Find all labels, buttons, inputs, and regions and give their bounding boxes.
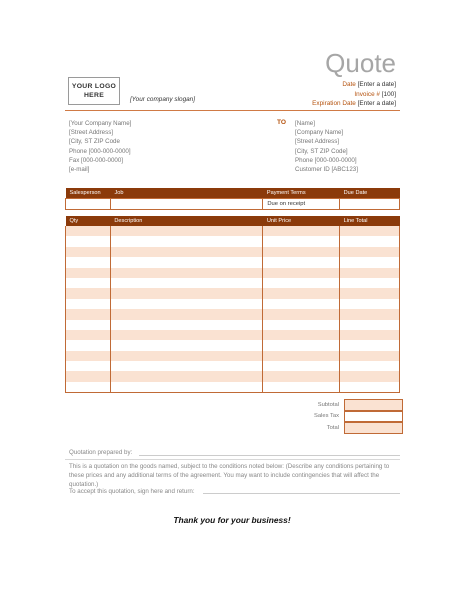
header-description: Description [110, 216, 263, 226]
items-header-row [66, 216, 400, 226]
date-label: Date [342, 81, 356, 88]
footer-divider [65, 459, 400, 460]
header-line-total: Line Total [340, 216, 400, 226]
unit-price-cell[interactable] [263, 361, 340, 371]
to-label: TO [277, 119, 287, 126]
date-row [312, 80, 396, 90]
due-date-cell[interactable] [340, 199, 400, 210]
recipient-city[interactable]: [City, ST ZIP Code] [295, 147, 348, 155]
header-divider [65, 110, 400, 111]
unit-price-cell[interactable] [263, 320, 340, 330]
unit-price-cell[interactable] [263, 340, 340, 350]
invoice-row [312, 90, 396, 100]
invoice-value[interactable]: [100] [381, 90, 396, 98]
document-title: Quote [325, 48, 396, 78]
qty-cell[interactable] [66, 278, 111, 288]
item-row [66, 340, 400, 350]
item-rows [66, 226, 400, 393]
prepared-by-label: Quotation prepared by: [69, 449, 133, 456]
description-cell[interactable] [110, 257, 263, 267]
qty-cell[interactable] [66, 330, 111, 340]
unit-price-cell[interactable] [263, 299, 340, 309]
item-row [66, 268, 400, 278]
conditions-note[interactable]: This is a quotation on the goods named, subject to the conditions noted below: (Describe any conditions pertaining to these prices and any additional terms of the agreement. You may want to include contingencies that will affect the quotation.) [69, 463, 390, 488]
header-qty: Qty [66, 216, 111, 226]
description-cell[interactable] [110, 320, 263, 330]
line-total-cell[interactable] [340, 268, 400, 278]
terms-table [65, 188, 400, 210]
line-total-cell[interactable] [340, 361, 400, 371]
sender-fax[interactable]: Fax [000-000-0000] [69, 156, 124, 164]
item-row [66, 278, 400, 288]
subtotal-label: Subtotal [317, 401, 339, 408]
qty-cell[interactable] [66, 382, 111, 393]
unit-price-cell[interactable] [263, 278, 340, 288]
description-cell[interactable] [110, 247, 263, 257]
subtotal-row [300, 399, 403, 411]
item-row [66, 330, 400, 340]
sales-tax-label: Sales Tax [313, 413, 339, 420]
line-total-cell[interactable] [340, 226, 400, 236]
description-cell[interactable] [110, 382, 263, 393]
item-row [66, 247, 400, 257]
item-row [66, 309, 400, 319]
qty-cell[interactable] [66, 351, 111, 361]
prepared-by-line[interactable] [139, 455, 400, 456]
item-row [66, 382, 400, 393]
description-cell[interactable] [110, 268, 263, 278]
total-row [300, 422, 403, 434]
sender-street[interactable]: [Street Address] [69, 129, 114, 137]
qty-cell[interactable] [66, 340, 111, 350]
totals-block [300, 399, 403, 434]
qty-cell[interactable] [66, 268, 111, 278]
description-cell[interactable] [110, 236, 263, 246]
unit-price-cell[interactable] [263, 382, 340, 393]
unit-price-cell[interactable] [263, 247, 340, 257]
line-total-cell[interactable] [340, 247, 400, 257]
qty-cell[interactable] [66, 309, 111, 319]
sender-email[interactable]: [e-mail] [69, 166, 90, 174]
qty-cell[interactable] [66, 299, 111, 309]
unit-price-cell[interactable] [263, 257, 340, 267]
line-total-cell[interactable] [340, 309, 400, 319]
item-row [66, 226, 400, 236]
total-value[interactable] [344, 422, 403, 434]
description-cell[interactable] [110, 278, 263, 288]
description-cell[interactable] [110, 340, 263, 350]
unit-price-cell[interactable] [263, 268, 340, 278]
accept-label: To accept this quotation, sign here and return: [69, 488, 195, 495]
header-unit-price: Unit Price [263, 216, 340, 226]
payment-terms-cell[interactable]: Due on receipt [263, 199, 340, 210]
unit-price-cell[interactable] [263, 371, 340, 381]
item-row [66, 371, 400, 381]
item-row [66, 351, 400, 361]
expiration-row [312, 99, 396, 109]
line-total-cell[interactable] [340, 330, 400, 340]
line-total-cell[interactable] [340, 288, 400, 298]
description-cell[interactable] [110, 351, 263, 361]
sales-tax-value[interactable] [344, 411, 403, 423]
recipient-company[interactable]: [Company Name] [295, 129, 344, 137]
sender-city[interactable]: [City, ST ZIP Code [69, 138, 120, 146]
item-row [66, 320, 400, 330]
quote-meta [312, 80, 396, 109]
unit-price-cell[interactable] [263, 236, 340, 246]
qty-cell[interactable] [66, 361, 111, 371]
item-row [66, 361, 400, 371]
qty-cell[interactable] [66, 257, 111, 267]
description-cell[interactable] [110, 309, 263, 319]
qty-cell[interactable] [66, 320, 111, 330]
job-cell[interactable] [110, 199, 262, 210]
qty-cell[interactable] [66, 236, 111, 246]
line-total-cell[interactable] [340, 236, 400, 246]
subtotal-value[interactable] [344, 399, 403, 411]
sender-company[interactable]: [Your Company Name] [69, 120, 132, 127]
line-total-cell[interactable] [340, 320, 400, 330]
signature-line[interactable] [203, 493, 400, 494]
terms-header-row [66, 188, 400, 199]
total-label: Total [326, 424, 339, 431]
item-row [66, 299, 400, 309]
item-row [66, 236, 400, 246]
sender-phone[interactable]: Phone [000-000-0000] [69, 147, 131, 155]
line-total-cell[interactable] [340, 340, 400, 350]
company-slogan[interactable]: [Your company slogan] [130, 96, 196, 103]
description-cell[interactable] [110, 226, 263, 236]
header-payment-terms: Payment Terms [263, 188, 340, 199]
description-cell[interactable] [110, 288, 263, 298]
expiration-value[interactable]: [Enter a date] [357, 100, 396, 107]
unit-price-cell[interactable] [263, 351, 340, 361]
recipient-customer-id[interactable]: Customer ID [ABC123] [295, 166, 358, 174]
expiration-label: Expiration Date [312, 100, 356, 107]
header-job: Job [110, 188, 262, 199]
line-total-cell[interactable] [340, 278, 400, 288]
recipient-address [295, 119, 358, 174]
qty-cell[interactable] [66, 288, 111, 298]
invoice-label: Invoice # [354, 90, 380, 98]
line-total-cell[interactable] [340, 351, 400, 361]
line-total-cell[interactable] [340, 382, 400, 393]
line-total-cell[interactable] [340, 371, 400, 381]
recipient-street[interactable]: [Street Address] [295, 138, 340, 146]
logo-line-2: HERE [83, 92, 105, 99]
qty-cell[interactable] [66, 247, 111, 257]
salesperson-cell[interactable] [66, 199, 111, 210]
unit-price-cell[interactable] [263, 330, 340, 340]
item-row [66, 257, 400, 267]
date-value[interactable]: [Enter a date] [357, 81, 396, 88]
header-due-date: Due Date [340, 188, 400, 199]
item-row [66, 288, 400, 298]
line-total-cell[interactable] [340, 257, 400, 267]
qty-cell[interactable] [66, 226, 111, 236]
recipient-name[interactable]: [Name] [295, 120, 315, 127]
sales-tax-row [300, 411, 403, 423]
description-cell[interactable] [110, 371, 263, 381]
logo-line-1: YOUR LOGO [71, 83, 117, 90]
thank-you-message: Thank you for your business! [173, 515, 291, 525]
items-table [65, 216, 400, 393]
logo-placeholder[interactable] [68, 77, 120, 105]
sender-address [69, 119, 131, 174]
description-cell[interactable] [110, 330, 263, 340]
description-cell[interactable] [110, 361, 263, 371]
unit-price-cell[interactable] [263, 309, 340, 319]
header-salesperson: Salesperson [66, 188, 111, 199]
terms-row [66, 199, 400, 210]
unit-price-cell[interactable] [263, 226, 340, 236]
qty-cell[interactable] [66, 371, 111, 381]
line-total-cell[interactable] [340, 299, 400, 309]
unit-price-cell[interactable] [263, 288, 340, 298]
description-cell[interactable] [110, 299, 263, 309]
recipient-phone[interactable]: Phone [000-000-0000] [295, 156, 357, 164]
